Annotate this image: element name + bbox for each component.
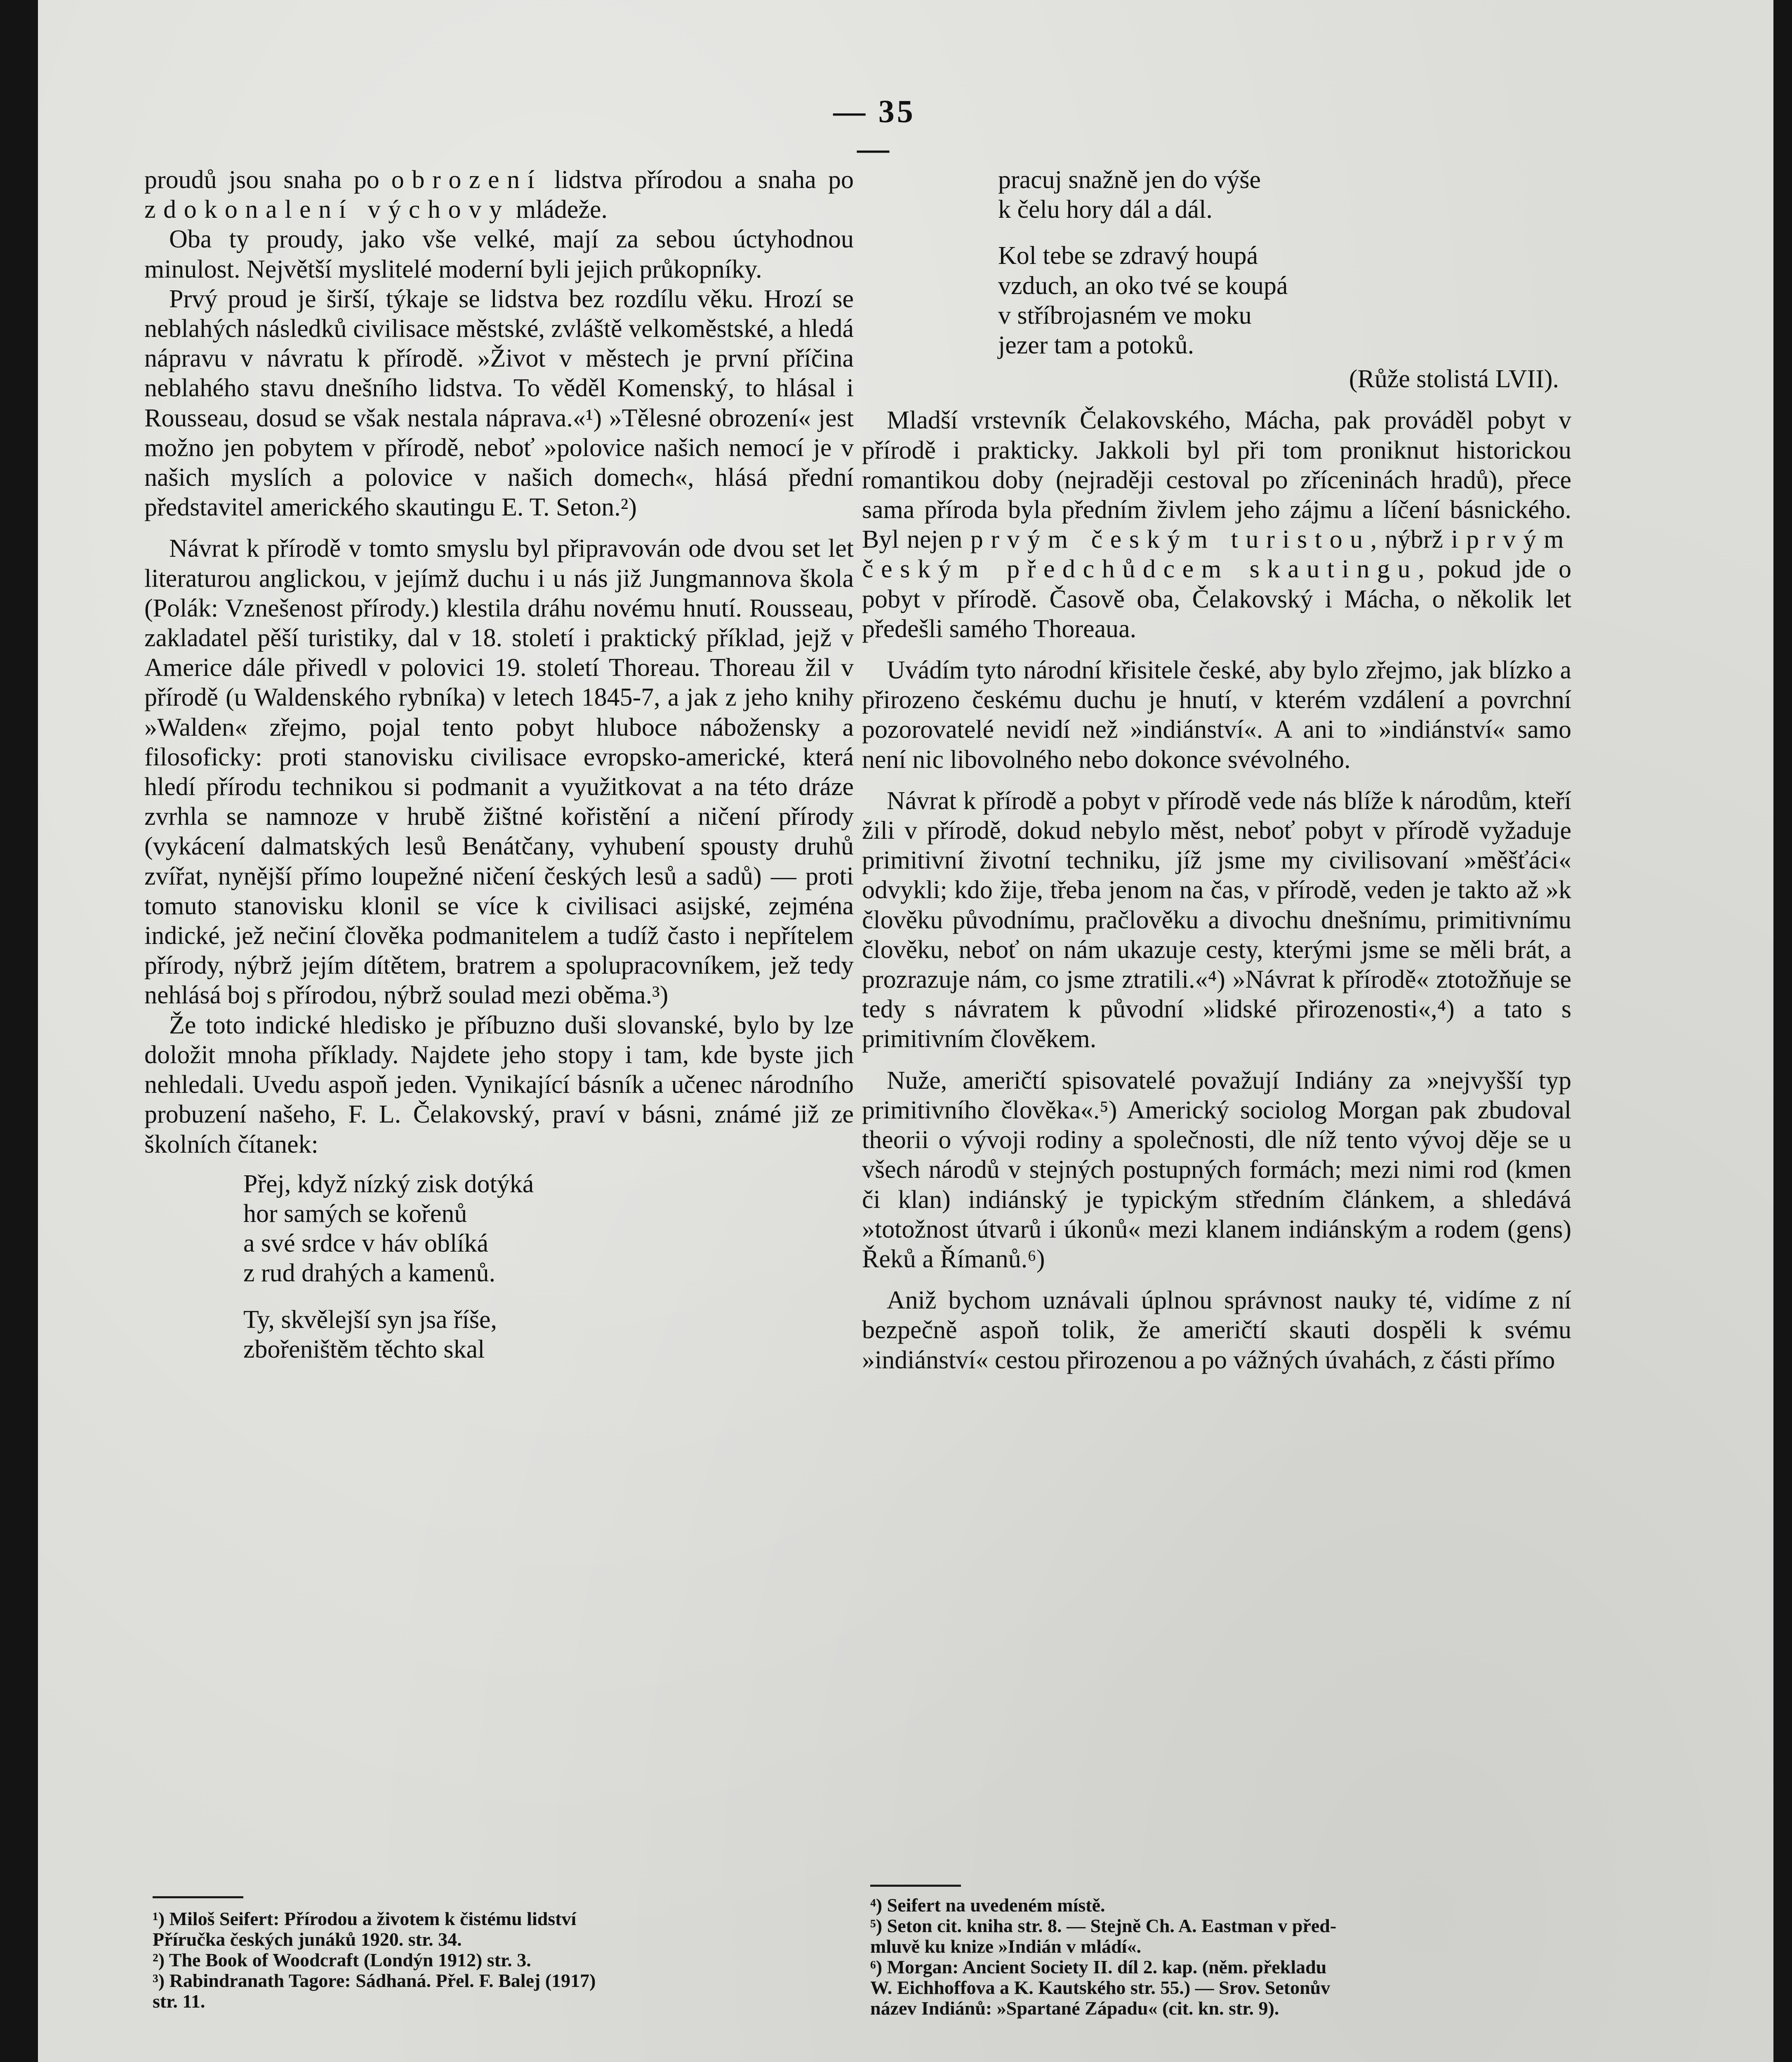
spaced-emphasis: zdokonalení výchovy	[144, 195, 510, 224]
right-paragraph-3: Návrat k přírodě a pobyt v přírodě vede nás blíže k národům, kteří žili v přírodě, dokud nebylo měst, neboť pobyt v přírodě vyžaduje primitivní životní techniku, jíž jsme my civilisovaní »měšťáci« odvykli; kdo žije, třeba jenom na čas, v přírodě, veden je takto až »k člověku původnímu, pračlověku a divochu dnešnímu, primitivnímu člověku, neboť on nám ukazuje cesty, kterými jsme se měli brát, a prozrazuje nám, co jsme ztratili.«⁴) »Návrat k přírodě« ztotožňuje se tedy s návratem k původní »lidské přirozenosti«,⁴) a tato s primitivním člověkem.	[862, 786, 1571, 1053]
right-paragraph-2: Uvádím tyto národní křisitele české, aby bylo zřejmo, jak blízko a přirozeno českému duchu je hnutí, v kterém vzdálení a povrchní pozorovatelé nevidí než »indiánství«. A ani to »indiánství« samo není nic libovolného nebo dokonce svévolného.	[862, 656, 1571, 774]
footnote-line: ¹) Miloš Seifert: Přírodou a životem k čistému lidství	[153, 1908, 577, 1929]
right-paragraph-1	[862, 405, 1571, 644]
poem-line: z rud drahých a kamenů.	[243, 1259, 496, 1288]
poem-stanza-right	[998, 165, 1571, 360]
footnote-rule-right	[870, 1885, 961, 1887]
footnote-line: ⁵) Seton cit. kniha str. 8. — Stejně Ch. A. Eastman v před-	[870, 1915, 1337, 1936]
footnote-line: W. Eichhoffova a K. Kautského str. 55.) — Srov. Setonův	[870, 1977, 1330, 1998]
stanza-gap	[243, 1288, 854, 1305]
text-run: Mladší vrstevník Čelakovského, Mácha, pak prováděl pobyt v přírodě i prakticky. Jakkoli byl při tom proniknut historickou romantikou doby (nejraději cestoval po zříceninách hradů), přece sama příroda byla předním živlem jeho zájmu a líčení básnického. Byl nejen	[862, 406, 1571, 554]
poem-line: hor samých se kořenů	[243, 1199, 467, 1228]
left-paragraph-2: Oba ty proudy, jako vše velké, mají za sebou úctyhodnou minulost. Největší myslitelé moderní byli jejich průkopníky.	[144, 225, 854, 283]
page-number: — 35 —	[833, 93, 916, 166]
footnote-line: str. 11.	[153, 1991, 205, 2012]
right-column	[862, 165, 1571, 1375]
text-run: proudů jsou snaha po	[144, 166, 391, 194]
footnote-line: ³) Rabindranath Tagore: Sádhaná. Přel. F. Balej (1917)	[153, 1970, 596, 1991]
footnote-line: název Indiánů: »Spartané Západu« (cit. kn. str. 9).	[870, 1998, 1279, 2019]
footnote-line: mluvě ku knize »Indián v mládí«.	[870, 1936, 1141, 1957]
right-paragraph-5: Aniž bychom uznávali úplnou správnost nauky té, vidíme z ní bezpečně aspoň tolik, že američtí skauti dospěli k svému »indiánství« cestou přirozenou a po vážných úvahách, z části přímo	[862, 1286, 1571, 1374]
footnote-line: Příručka českých junáků 1920. str. 34.	[153, 1929, 462, 1950]
poem-attribution: (Růže stolistá LVII).	[1349, 365, 1559, 393]
spaced-emphasis: prvým českým předchůdcem skautingu	[862, 525, 1571, 584]
footnote-line: ²) The Book of Woodcraft (Londýn 1912) str. 3.	[153, 1949, 531, 1970]
poem-line: Přej, když nízký zisk dotýká	[243, 1170, 534, 1198]
poem-line: Ty, skvělejší syn jsa říše,	[243, 1305, 497, 1334]
left-paragraph-4: Návrat k přírodě v tomto smyslu byl připravován ode dvou set let literaturou anglickou, v jejímž duchu i u nás již Jungmannova škola (Polák: Vznešenost přírody.) klestila dráhu novému hnutí. Rousseau, zakladatel pěší turistiky, dal v 18. století i praktický příklad, jejž v Americe dále přivedl v polovici 19. století Thoreau. Thoreau žil v přírodě (u Waldenského rybníka) v letech 1845-7, a jak z jeho knihy »Walden« zřejmo, pojal tento pobyt hluboce nábožensky a filosoficky: proti stanovisku civilisace evropsko-americké, která hledí přírodu technikou si podmanit a využitkovat a na této dráze zvrhla se namnoze v hrubě žištné kořistění a ničení přírody (vykácení dalmatských lesů Benátčany, vyhubení spousty druhů zvířat, nynější přímo loupežné ničení českých lesů a sadů) — proti tomuto stanovisku klonil se více k civilisaci asijské, zejména indické, jež nečiní člověka podmanitelem a tudíž často i nepřítelem přírody, nýbrž jejím dítětem, bratrem a spolupracovníkem, jež tedy nehlásá boj s přírodou, nýbrž soulad mezi oběma.³)	[144, 534, 854, 1010]
poem-line: v stříbrojasném ve moku	[998, 301, 1252, 330]
left-paragraph-5: Že toto indické hledisko je příbuzno duši slovanské, bylo by lze doložit mnoha příklady. Najdete jeho stopy i tam, kde byste jich nehledali. Uvedu aspoň jeden. Vynikající básník a učenec národního probuzení našeho, F. L. Čelakovský, praví v básni, známé již ze školních čítanek:	[144, 1011, 854, 1158]
text-run: , pokud jde o pobyt v přírodě. Časově oba, Čelakovský i Mácha, o několik let předešli samého Thoreaua.	[862, 555, 1572, 643]
stanza-gap	[998, 224, 1571, 241]
text-run: lidstva přírodou a snaha po	[542, 166, 854, 194]
spaced-emphasis: prvým českým turistou	[970, 525, 1370, 554]
poem-line: jezer tam a potoků.	[998, 331, 1194, 360]
footnotes-right	[870, 1895, 1336, 2019]
footnote-line: ⁴) Seifert na uvedeném místě.	[870, 1895, 1105, 1916]
left-paragraph-3: Prvý proud je širší, týkaje se lidstva bez rozdílu věku. Hrozí se neblahých následků civilisace městské, zvláště velkoměstské, a hledá nápravu v návratu k přírodě. »Život v městech je první příčina neblahého stavu dnešního lidstva. To věděl Komenský, to hlásal i Rousseau, dosud se však nestala náprava.«¹) »Tělesné obrození« jest možno jen pobytem v přírodě, neboť »polovice našich nemocí je v našich myslích a polovice v našich domech«, hlásá přední představitel amerického skautingu E. T. Seton.²)	[144, 285, 854, 522]
footnotes-left	[153, 1909, 596, 2012]
poem-line: Kol tebe se zdravý houpá	[998, 242, 1258, 270]
poem-line: zbořeništěm těchto skal	[243, 1335, 485, 1363]
poem-line: a své srdce v háv oblíká	[243, 1229, 488, 1258]
footnote-line: ⁶) Morgan: Ancient Society II. díl 2. kap. (něm. překladu	[870, 1956, 1327, 1977]
poem-line: pracuj snažně jen do výše	[998, 166, 1261, 194]
left-paragraph-1	[144, 165, 854, 224]
footnote-rule-left	[153, 1896, 243, 1898]
text-run: , nýbrž i	[1370, 525, 1467, 554]
left-column	[144, 165, 854, 1364]
poem-stanza-left	[243, 1169, 854, 1364]
poem-line: k čelu hory dál a dál.	[998, 195, 1213, 224]
text-run: mládeže.	[509, 195, 608, 224]
right-paragraph-4: Nuže, američtí spisovatelé považují Indiány za »nejvyšší typ primitivního člověka«.⁵) Americký sociolog Morgan pak zbudoval theorii o vývoji rodiny a společnosti, dle níž tento vývoj děje se u všech národů v stejných postupných formách; mezi nimi rod (kmen či klan) indiánský je typickým středním článkem, a shledává »totožnost útvarů i úkonů« mezi klanem indiánským a rodem (gens) Řeků a Římanů.⁶)	[862, 1066, 1571, 1273]
spaced-emphasis: obrození	[391, 166, 542, 194]
poem-line: vzduch, an oko tvé se koupá	[998, 271, 1288, 300]
